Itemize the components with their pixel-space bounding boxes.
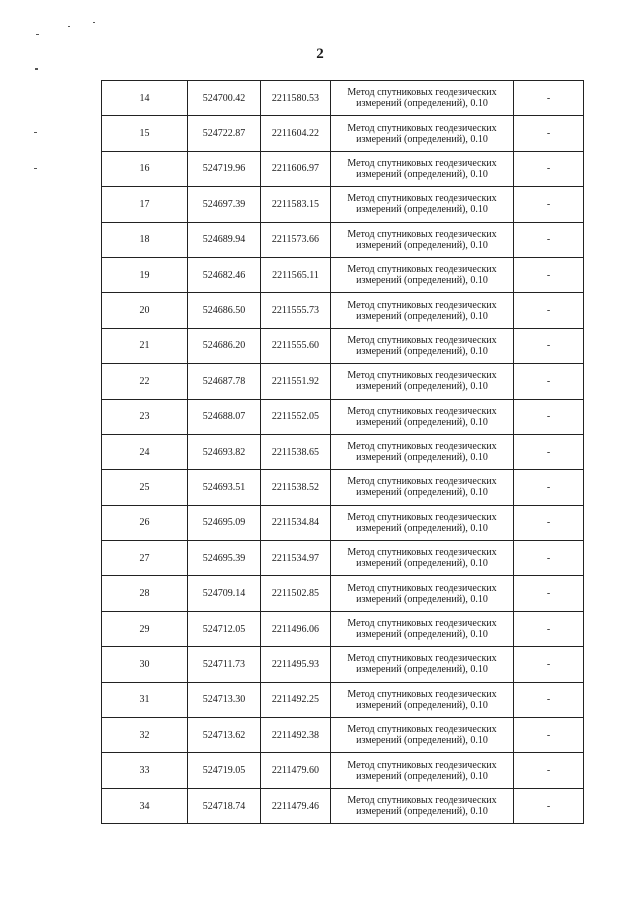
x-coordinate-cell: 524688.07 xyxy=(188,399,261,434)
x-coordinate-cell: 524697.39 xyxy=(188,187,261,222)
table-row xyxy=(102,505,584,540)
note-cell: - xyxy=(514,328,584,363)
note-cell: - xyxy=(514,788,584,823)
point-number-cell: 17 xyxy=(102,187,188,222)
scan-mark xyxy=(36,34,39,35)
note-cell: - xyxy=(514,505,584,540)
method-cell xyxy=(331,611,514,646)
method-line: Метод спутниковых геодезических xyxy=(347,476,497,488)
table-row xyxy=(102,293,584,328)
method-cell xyxy=(331,647,514,682)
note-cell: - xyxy=(514,434,584,469)
method-cell xyxy=(331,541,514,576)
point-number-cell: 28 xyxy=(102,576,188,611)
x-coordinate-cell: 524687.78 xyxy=(188,364,261,399)
page-number: 2 xyxy=(316,46,324,62)
table-row xyxy=(102,328,584,363)
method-line: Метод спутниковых геодезических xyxy=(347,759,497,771)
table-row xyxy=(102,753,584,788)
x-coordinate-cell: 524713.30 xyxy=(188,682,261,717)
method-line: измерений (определений), 0.10 xyxy=(356,487,488,499)
method-line: измерений (определений), 0.10 xyxy=(356,275,488,287)
table-row xyxy=(102,151,584,186)
point-number-cell: 21 xyxy=(102,328,188,363)
note-cell: - xyxy=(514,611,584,646)
method-cell xyxy=(331,753,514,788)
note-cell: - xyxy=(514,187,584,222)
method-cell xyxy=(331,788,514,823)
point-number-cell: 22 xyxy=(102,364,188,399)
y-coordinate-cell: 2211604.22 xyxy=(261,116,331,151)
method-line: измерений (определений), 0.10 xyxy=(356,310,488,322)
method-line: измерений (определений), 0.10 xyxy=(356,416,488,428)
x-coordinate-cell: 524693.51 xyxy=(188,470,261,505)
point-number-cell: 15 xyxy=(102,116,188,151)
method-line: Метод спутниковых геодезических xyxy=(347,511,497,523)
method-cell xyxy=(331,222,514,257)
method-line: измерений (определений), 0.10 xyxy=(356,98,488,110)
table-row xyxy=(102,399,584,434)
method-cell xyxy=(331,257,514,292)
table-row xyxy=(102,682,584,717)
y-coordinate-cell: 2211534.84 xyxy=(261,505,331,540)
method-line: измерений (определений), 0.10 xyxy=(356,133,488,145)
method-line: Метод спутниковых геодезических xyxy=(347,724,497,736)
x-coordinate-cell: 524718.74 xyxy=(188,788,261,823)
method-cell xyxy=(331,470,514,505)
method-line: Метод спутниковых геодезических xyxy=(347,370,497,382)
method-line: Метод спутниковых геодезических xyxy=(347,441,497,453)
note-cell: - xyxy=(514,222,584,257)
x-coordinate-cell: 524700.42 xyxy=(188,81,261,116)
table-row xyxy=(102,81,584,116)
method-cell xyxy=(331,151,514,186)
method-line: измерений (определений), 0.10 xyxy=(356,381,488,393)
note-cell: - xyxy=(514,682,584,717)
method-line: Метод спутниковых геодезических xyxy=(347,653,497,665)
method-line: Метод спутниковых геодезических xyxy=(347,334,497,346)
method-cell xyxy=(331,682,514,717)
y-coordinate-cell: 2211555.73 xyxy=(261,293,331,328)
method-line: Метод спутниковых геодезических xyxy=(347,264,497,276)
point-number-cell: 26 xyxy=(102,505,188,540)
method-cell xyxy=(331,718,514,753)
point-number-cell: 20 xyxy=(102,293,188,328)
x-coordinate-cell: 524686.20 xyxy=(188,328,261,363)
point-number-cell: 32 xyxy=(102,718,188,753)
method-line: измерений (определений), 0.10 xyxy=(356,239,488,251)
method-line: измерений (определений), 0.10 xyxy=(356,452,488,464)
y-coordinate-cell: 2211583.15 xyxy=(261,187,331,222)
note-cell: - xyxy=(514,753,584,788)
method-cell xyxy=(331,187,514,222)
scan-mark xyxy=(34,168,37,169)
method-line: Метод спутниковых геодезических xyxy=(347,87,497,99)
x-coordinate-cell: 524711.73 xyxy=(188,647,261,682)
x-coordinate-cell: 524695.39 xyxy=(188,541,261,576)
x-coordinate-cell: 524689.94 xyxy=(188,222,261,257)
table-row xyxy=(102,364,584,399)
method-line: Метод спутниковых геодезических xyxy=(347,122,497,134)
note-cell: - xyxy=(514,470,584,505)
method-line: измерений (определений), 0.10 xyxy=(356,770,488,782)
x-coordinate-cell: 524713.62 xyxy=(188,718,261,753)
x-coordinate-cell: 524682.46 xyxy=(188,257,261,292)
table-body xyxy=(102,81,584,824)
method-line: измерений (определений), 0.10 xyxy=(356,345,488,357)
method-line: измерений (определений), 0.10 xyxy=(356,168,488,180)
method-line: Метод спутниковых геодезических xyxy=(347,795,497,806)
y-coordinate-cell: 2211479.60 xyxy=(261,753,331,788)
point-number-cell: 25 xyxy=(102,470,188,505)
method-line: измерений (определений), 0.10 xyxy=(356,593,488,605)
table-row xyxy=(102,470,584,505)
method-line: Метод спутниковых геодезических xyxy=(347,618,497,630)
y-coordinate-cell: 2211580.53 xyxy=(261,81,331,116)
point-number-cell: 14 xyxy=(102,81,188,116)
y-coordinate-cell: 2211538.52 xyxy=(261,470,331,505)
y-coordinate-cell: 2211555.60 xyxy=(261,328,331,363)
note-cell: - xyxy=(514,293,584,328)
method-cell xyxy=(331,505,514,540)
method-line: измерений (определений), 0.10 xyxy=(356,629,488,641)
method-line: измерений (определений), 0.10 xyxy=(356,735,488,747)
note-cell: - xyxy=(514,116,584,151)
scan-mark xyxy=(35,68,38,70)
y-coordinate-cell: 2211606.97 xyxy=(261,151,331,186)
method-cell xyxy=(331,116,514,151)
method-line: измерений (определений), 0.10 xyxy=(356,699,488,711)
note-cell: - xyxy=(514,151,584,186)
point-number-cell: 16 xyxy=(102,151,188,186)
method-line: Метод спутниковых геодезических xyxy=(347,157,497,169)
y-coordinate-cell: 2211565.11 xyxy=(261,257,331,292)
y-coordinate-cell: 2211502.85 xyxy=(261,576,331,611)
table-row xyxy=(102,611,584,646)
method-line: Метод спутниковых геодезических xyxy=(347,405,497,417)
y-coordinate-cell: 2211551.92 xyxy=(261,364,331,399)
method-line: измерений (определений), 0.10 xyxy=(356,664,488,676)
scan-mark xyxy=(34,132,37,133)
point-number-cell: 29 xyxy=(102,611,188,646)
table-row xyxy=(102,541,584,576)
method-cell xyxy=(331,399,514,434)
method-line: Метод спутниковых геодезических xyxy=(347,547,497,559)
method-line: Метод спутниковых геодезических xyxy=(347,688,497,700)
note-cell: - xyxy=(514,399,584,434)
point-number-cell: 24 xyxy=(102,434,188,469)
y-coordinate-cell: 2211492.25 xyxy=(261,682,331,717)
note-cell: - xyxy=(514,647,584,682)
note-cell: - xyxy=(514,81,584,116)
method-cell xyxy=(331,328,514,363)
note-cell: - xyxy=(514,541,584,576)
table-row xyxy=(102,434,584,469)
x-coordinate-cell: 524719.96 xyxy=(188,151,261,186)
method-line: измерений (определений), 0.10 xyxy=(356,558,488,570)
table-row xyxy=(102,576,584,611)
note-cell: - xyxy=(514,718,584,753)
y-coordinate-cell: 2211534.97 xyxy=(261,541,331,576)
method-cell xyxy=(331,364,514,399)
method-line: Метод спутниковых геодезических xyxy=(347,228,497,240)
scan-mark xyxy=(68,26,70,27)
note-cell: - xyxy=(514,576,584,611)
point-number-cell: 18 xyxy=(102,222,188,257)
y-coordinate-cell: 2211552.05 xyxy=(261,399,331,434)
method-cell xyxy=(331,434,514,469)
point-number-cell: 27 xyxy=(102,541,188,576)
method-cell xyxy=(331,81,514,116)
x-coordinate-cell: 524709.14 xyxy=(188,576,261,611)
table-row xyxy=(102,222,584,257)
x-coordinate-cell: 524693.82 xyxy=(188,434,261,469)
point-number-cell: 31 xyxy=(102,682,188,717)
point-number-cell: 23 xyxy=(102,399,188,434)
x-coordinate-cell: 524719.05 xyxy=(188,753,261,788)
x-coordinate-cell: 524695.09 xyxy=(188,505,261,540)
point-number-cell: 30 xyxy=(102,647,188,682)
table-row xyxy=(102,116,584,151)
coordinates-table xyxy=(101,80,584,824)
y-coordinate-cell: 2211496.06 xyxy=(261,611,331,646)
y-coordinate-cell: 2211573.66 xyxy=(261,222,331,257)
table-row xyxy=(102,647,584,682)
method-line: Метод спутниковых геодезических xyxy=(347,582,497,594)
table-row xyxy=(102,187,584,222)
note-cell: - xyxy=(514,364,584,399)
method-line: измерений (определений), 0.10 xyxy=(356,204,488,216)
x-coordinate-cell: 524686.50 xyxy=(188,293,261,328)
method-line: Метод спутниковых геодезических xyxy=(347,299,497,311)
table-row xyxy=(102,788,584,823)
y-coordinate-cell: 2211492.38 xyxy=(261,718,331,753)
x-coordinate-cell: 524712.05 xyxy=(188,611,261,646)
point-number-cell: 34 xyxy=(102,788,188,823)
point-number-cell: 19 xyxy=(102,257,188,292)
x-coordinate-cell: 524722.87 xyxy=(188,116,261,151)
note-cell: - xyxy=(514,257,584,292)
method-line: измерений (определений), 0.10 xyxy=(356,806,488,817)
y-coordinate-cell: 2211479.46 xyxy=(261,788,331,823)
method-line: Метод спутниковых геодезических xyxy=(347,193,497,205)
table-row xyxy=(102,718,584,753)
method-line: измерений (определений), 0.10 xyxy=(356,522,488,534)
method-cell xyxy=(331,293,514,328)
method-cell xyxy=(331,576,514,611)
table-row xyxy=(102,257,584,292)
y-coordinate-cell: 2211538.65 xyxy=(261,434,331,469)
y-coordinate-cell: 2211495.93 xyxy=(261,647,331,682)
point-number-cell: 33 xyxy=(102,753,188,788)
scan-mark xyxy=(93,22,95,23)
